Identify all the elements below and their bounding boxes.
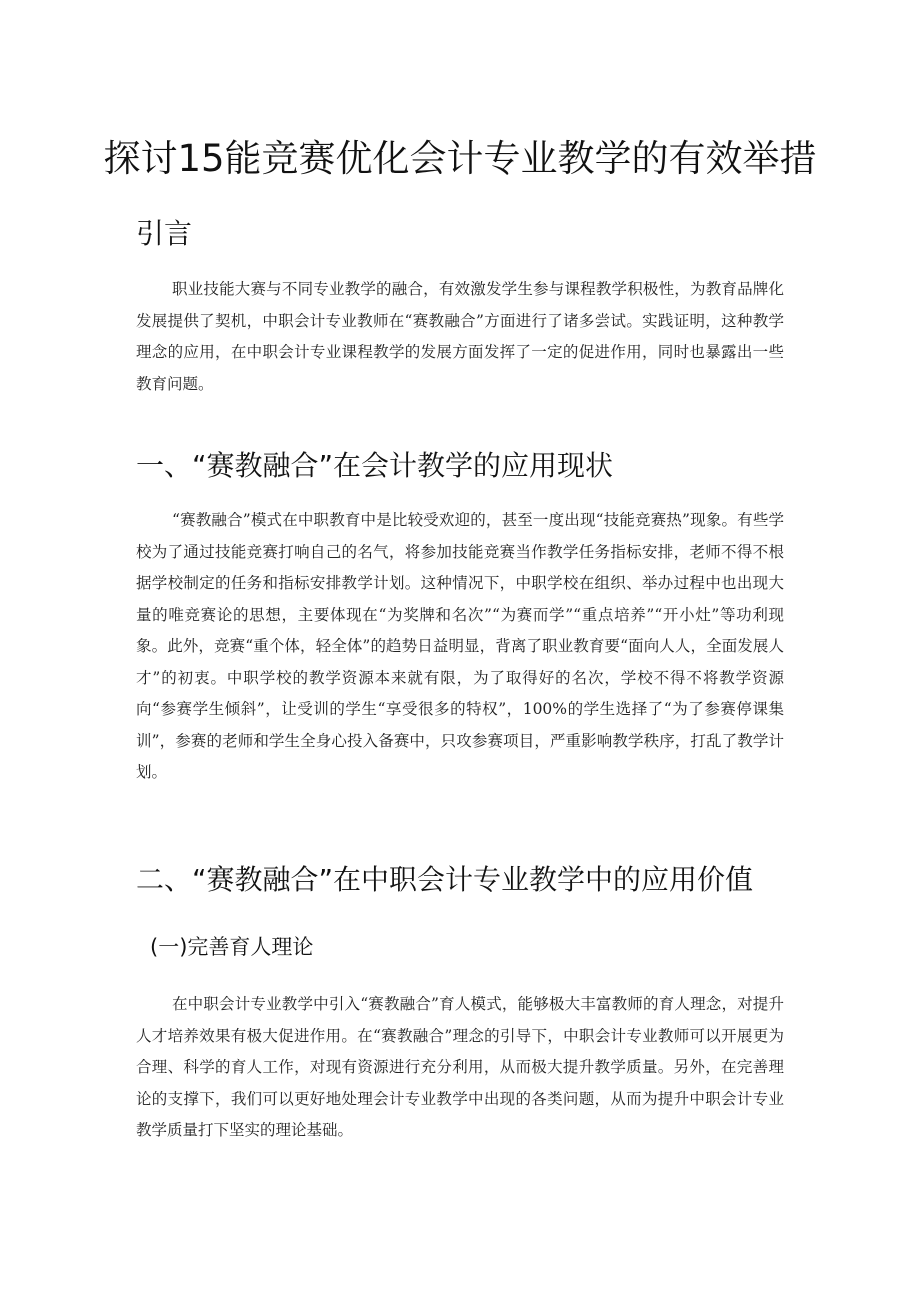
intro-paragraph: 职业技能大赛与不同专业教学的融合，有效激发学生参与课程教学积极性，为教育品牌化发展提供了契机，中职会计专业教师在“赛教融合”方面进行了诸多尝试。实践证明，这种教学理念的应用，在中职会计专业课程教学的发展方面发挥了一定的促进作用，同时也暴露出一些教育问题。 xyxy=(136,280,784,393)
section-1-paragraph: “赛教融合”模式在中职教育中是比较受欢迎的，甚至一度出现“技能竞赛热”现象。有些学校为了通过技能竞赛打响自己的名气，将参加技能竞赛当作教学任务指标安排，老师不得不根据学校制定的任务和指标安排教学计划。这种情况下，中职学校在组织、举办过程中也出现大量的唯竞赛论的思想，主要体现在“为奖牌和名次”“为赛而学”“重点培养”“开小灶”等功利现象。此外，竞赛“重个体，轻全体”的趋势日益明显，背离了职业教育要“面向人人，全面发展人才”的初衷。中职学校的教学资源本来就有限，为了取得好的名次，学校不得不将教学资源向“参赛学生倾斜”，让受训的学生“享受很多的特权”，100%的学生选择了“为了参赛停课集训”，参赛的老师和学生全身心投入备赛中，只攻参赛项目，严重影响教学秩序，打乱了教学计划。 xyxy=(136,511,784,781)
section-1-heading: 一、“赛教融合”在会计教学的应用现状 xyxy=(136,449,614,482)
subsection-1-paragraph: 在中职会计专业教学中引入“赛教融合”育人模式，能够极大丰富教师的育人理念，对提升人才培养效果有极大促进作用。在“赛教融合”理念的引导下，中职会计专业教师可以开展更为合理、科学的育人工作，对现有资源进行充分利用，从而极大提升教学质量。另外，在完善理论的支撑下，我们可以更好地处理会计专业教学中出现的各类问题，从而为提升中职会计专业教学质量打下坚实的理论基础。 xyxy=(136,995,784,1139)
subsection-1-heading: (一)完善育人理论 xyxy=(150,935,314,959)
intro-heading: 引言 xyxy=(136,217,193,250)
document-title: 探讨15能竞赛优化会计专业教学的有效举措 xyxy=(103,137,817,180)
section-2-heading: 二、“赛教融合”在中职会计专业教学中的应用价值 xyxy=(136,863,754,896)
